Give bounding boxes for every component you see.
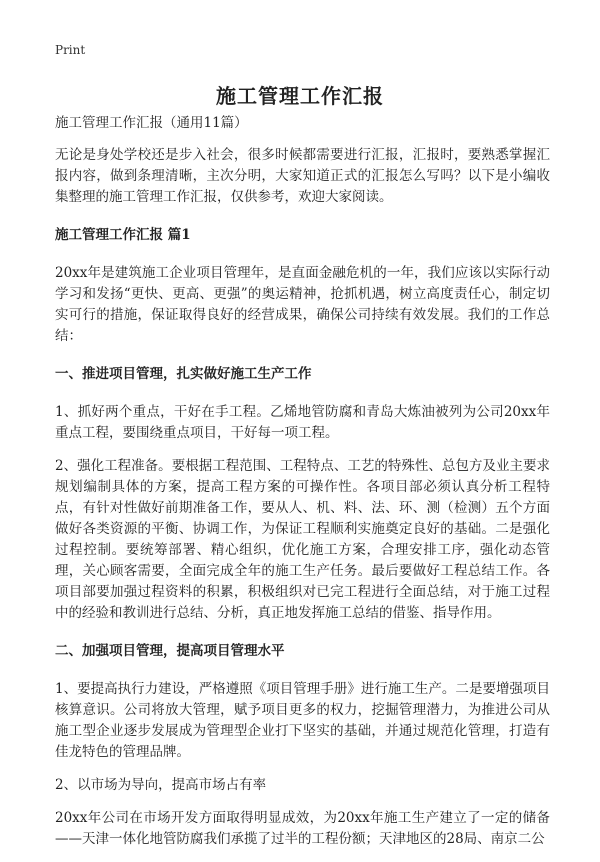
section1-paragraph-1: 1、抓好两个重点，干好在手工程。乙烯地管防腐和青岛大炼油被列为公司20xx年重点工程，要围绕重点项目，干好每一项工程。 — [55, 404, 550, 441]
document-subtitle: 施工管理工作汇报（通用11篇） — [55, 115, 248, 131]
document-body — [55, 114, 550, 862]
section2-heading: 二、加强项目管理，提高项目管理水平 — [55, 643, 285, 659]
section2-paragraph-2: 2、以市场为导向，提高市场占有率 — [55, 777, 267, 793]
chapter-heading: 施工管理工作汇报 篇1 — [55, 227, 191, 243]
intro-paragraph: 无论是身处学校还是步入社会，很多时候都需要进行汇报，汇报时，要熟悉掌握汇报内容，做到条理清晰，主次分明，大家知道正式的汇报怎么写吗？以下是小编收集整理的施工管理工作汇报，仅供参考，欢迎大家阅读。 — [55, 147, 550, 205]
chapter-intro-paragraph: 20xx年是建筑施工企业项目管理年，是直面金融危机的一年，我们应该以实际行动学习和发扬“更快、更高、更强”的奥运精神，抢抓机遇，树立高度责任心，制定切实可行的措施，保证取得良好的经营成果，确保公司持续有效发展。我们的工作总结： — [55, 265, 550, 344]
section2-paragraph-1: 1、要提高执行力建设，严格遵照《项目管理手册》进行施工生产。二是要增强项目核算意识。公司将放大管理，赋予项目更多的权力，挖掘管理潜力，为推进公司从施工型企业逐步发展成为管理型企业打下坚实的基础，并通过规范化管理，打造有佳龙特色的管理品牌。 — [55, 681, 550, 760]
section2-paragraph-3: 20xx年公司在市场开发方面取得明显成效，为20xx年施工生产建立了一定的储备——天津一体化地管防腐我们承揽了过半的工程份额；天津地区的28局、南京二公 — [55, 810, 550, 847]
section1-paragraph-2: 2、强化工程准备。要根据工程范围、工程特点、工艺的特殊性、总包方及业主要求规划编制具体的方案，提高工程方案的可操作性。各项目部必须认真分析工程特点，有针对性做好前期准备工作，要从人、机、料、法、环、测（检测）五个方面做好各类资源的平衡、协调工作，为保证工程顺利实施奠定良好的基础。二是强化过程控制。要统筹部署、精心组织，优化施工方案，合理安排工序，强化动态管理，关心顾客需要，全面完成全年的施工生产任务。最后要做好工程总结工作。各项目部要加强过程资料的积累，积极组织对已完工程进行全面总结，对于施工过程中的经验和教训进行总结、分析，真正地发挥施工总结的借鉴、指导作用。 — [55, 458, 550, 621]
section1-heading: 一、推进项目管理，扎实做好施工生产工作 — [55, 366, 312, 382]
print-link[interactable]: Print — [55, 43, 86, 57]
document-title: 施工管理工作汇报 — [216, 84, 384, 108]
